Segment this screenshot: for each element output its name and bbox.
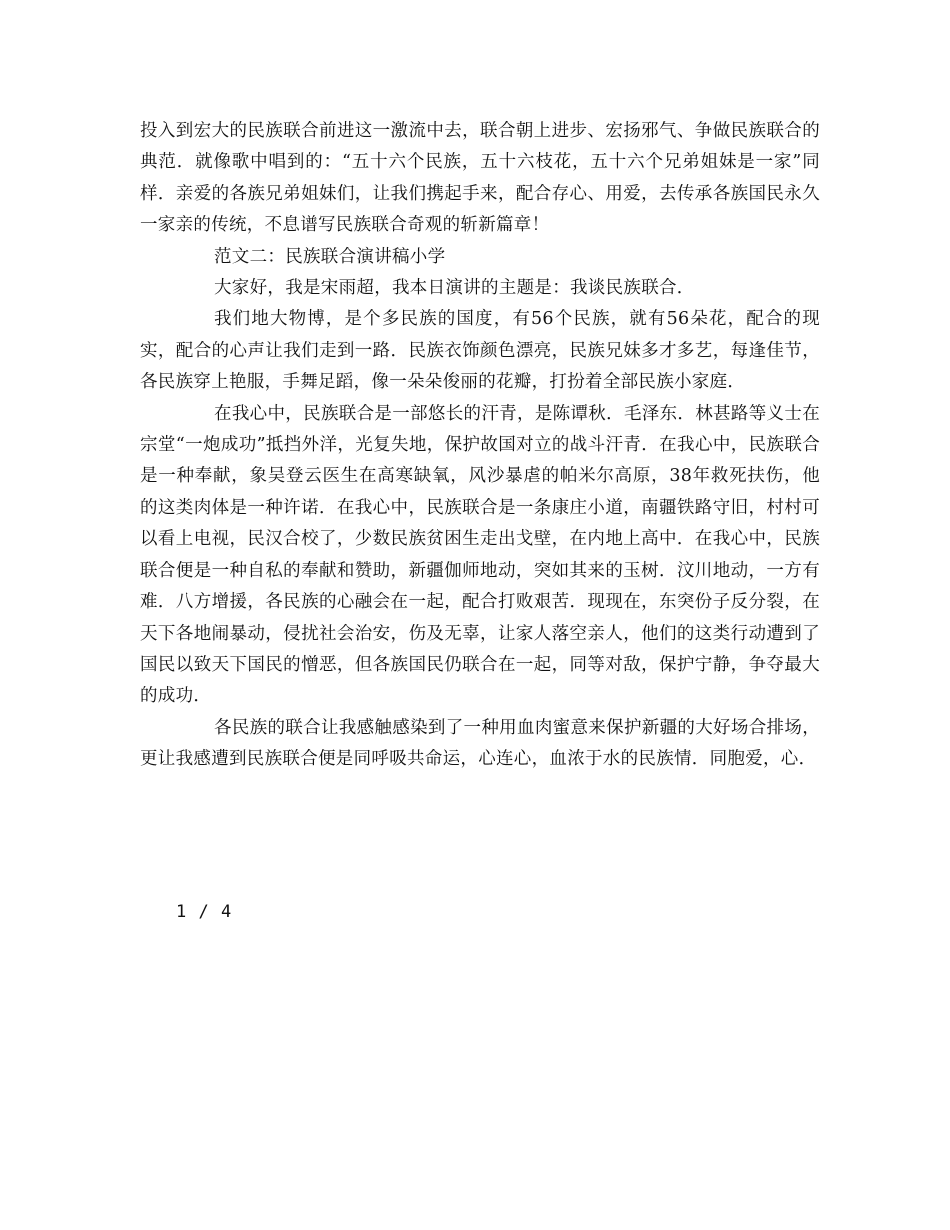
paragraph-in-my-heart: 在我心中，民族联合是一部悠长的汗青，是陈谭秋．毛泽东．林甚路等义士在宗堂“一炮成功”抵挡外洋，光复失地，保护故国对立的战斗汗青．在我心中，民族联合是一种奉献，象吴登云医生在高寒缺氧，风沙暴虐的帕米尔高原，38年救死扶伤，他的这类肉体是一种许诺．在我心中，民族联合是一条康庄小道，南疆铁路守旧，村村可以看上电视，民汉合校了，少数民族贫困生走出戈壁，在内地上高中．在我心中，民族联合便是一种自私的奉献和赞助，新疆伽师地动，突如其来的玉树．汶川地动，一方有难．八方增援，各民族的心融会在一起，配合打败艰苦．现现在，东突份子反分裂，在天下各地闹暴动，侵扰社会治安，伤及无辜，让家人落空亲人，他们的这类行动遭到了国民以致天下国民的憎恶，但各族国民仍联合在一起，同等对敌，保护宁静，争夺最大的成功． <box>140 403 820 707</box>
paragraph-sample-title: 范文二：民族联合演讲稿小学 <box>214 246 446 267</box>
paragraph-greeting: 大家好，我是宋雨超，我本日演讲的主题是：我谈民族联合． <box>214 278 695 299</box>
paragraph-nation-intro: 我们地大物博，是个多民族的国度，有56个民族，就有56朵花，配合的现实，配合的心声让我们走到一路．民族衣饰颜色漂亮，民族兄妹多才多艺，每逢佳节，各民族穿上艳服，手舞足蹈，像一朵朵俊丽的花瓣，打扮着全部民族小家庭． <box>140 309 820 393</box>
page-number: 1 / 4 <box>176 902 233 922</box>
paragraph-conclusion: 各民族的联合让我感触感染到了一种用血肉蜜意来保护新疆的大好场合排场，更让我感遭到民族联合便是同呼吸共命运，心连心，血浓于水的民族情．同胞爱，心． <box>140 717 820 770</box>
document-body <box>140 116 820 776</box>
paragraph-continuation: 投入到宏大的民族联合前进这一激流中去，联合朝上进步、宏扬邪气、争做民族联合的典范．就像歌中唱到的：“五十六个民族，五十六枝花，五十六个兄弟姐妹是一家”同样．亲爱的各族兄弟姐妹们，让我们携起手来，配合存心、用爱，去传承各族国民永久一家亲的传统，不息谱写民族联合奇观的斩新篇章！ <box>140 121 820 236</box>
